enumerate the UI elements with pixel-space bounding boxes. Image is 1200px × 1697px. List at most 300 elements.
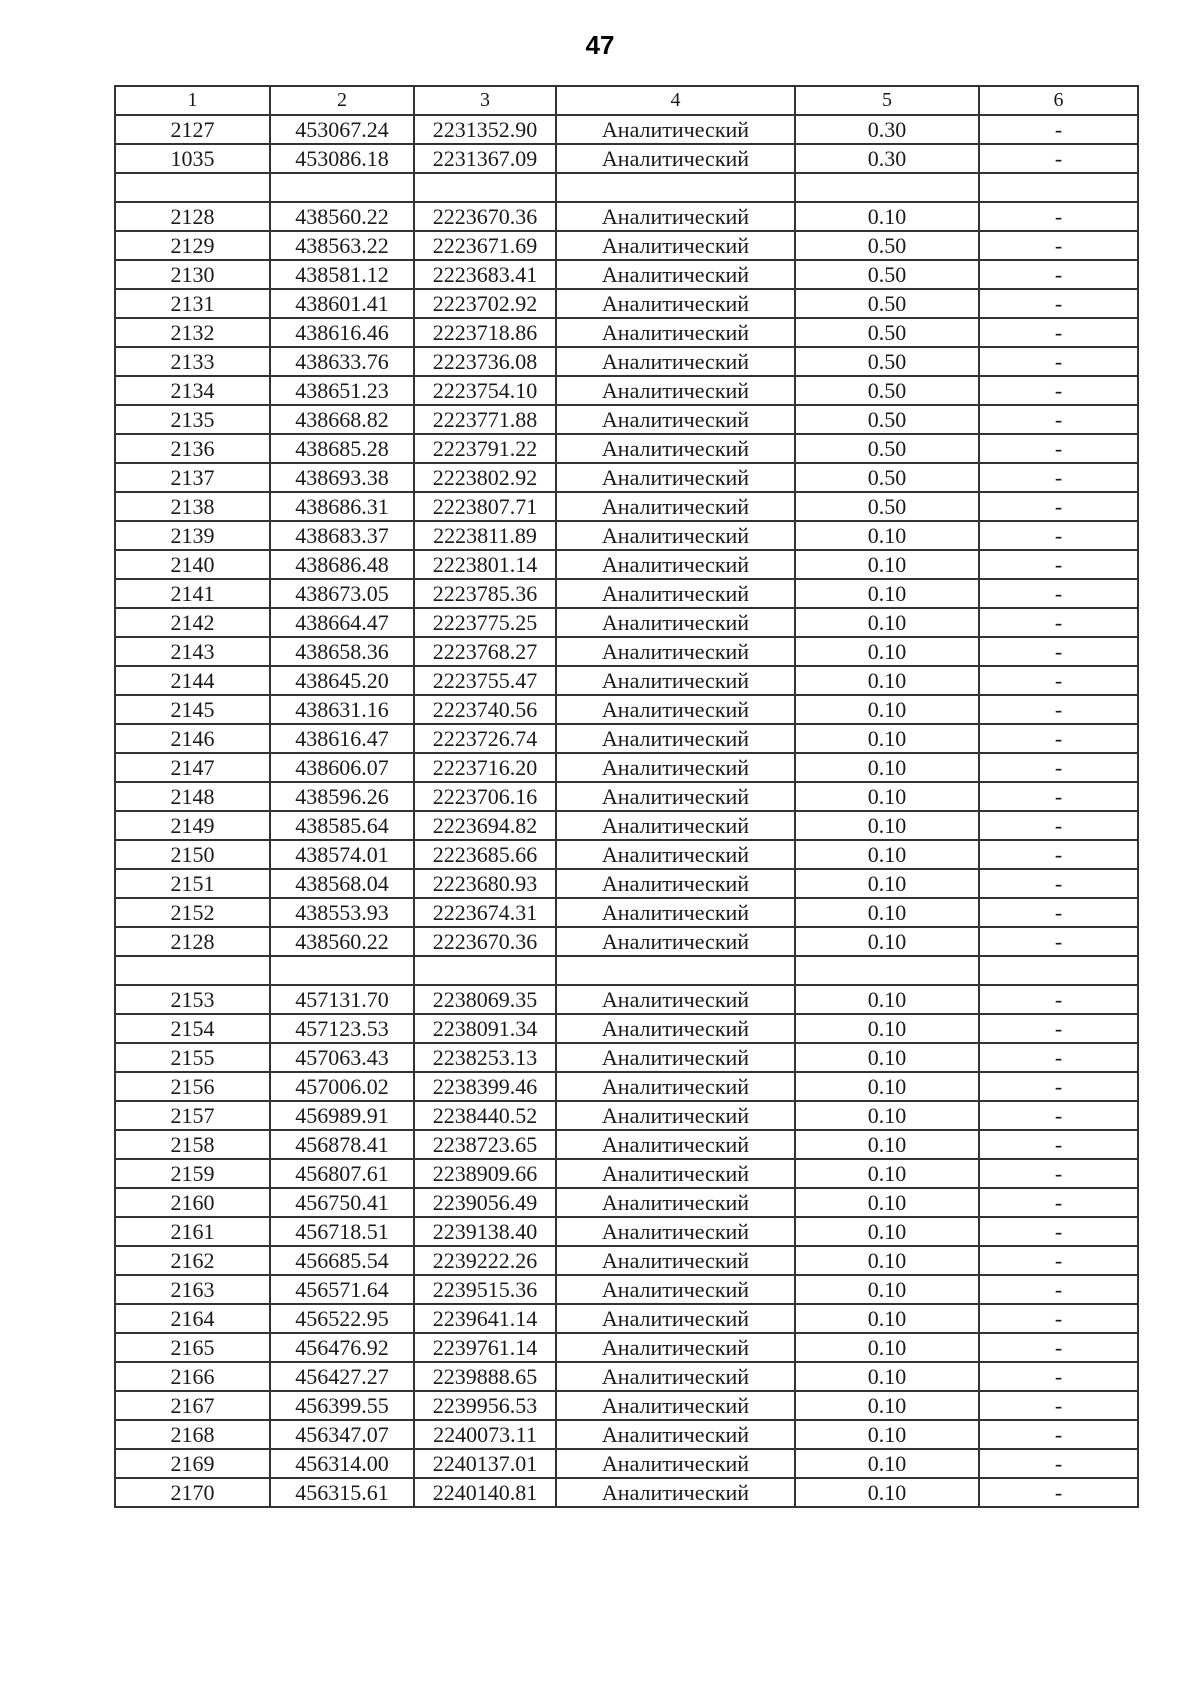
point-number-cell: 2166	[115, 1362, 270, 1391]
y-coordinate-cell: 2239515.36	[414, 1275, 556, 1304]
y-coordinate-cell: 2223716.20	[414, 753, 556, 782]
table-body	[115, 115, 1138, 1507]
note-cell: -	[979, 1188, 1138, 1217]
table-row	[115, 1391, 1138, 1420]
table-row	[115, 1072, 1138, 1101]
point-number-cell: 2135	[115, 405, 270, 434]
x-coordinate-cell: 438658.36	[270, 637, 414, 666]
point-number-cell: 2163	[115, 1275, 270, 1304]
table-row	[115, 1130, 1138, 1159]
y-coordinate-cell: 2223670.36	[414, 927, 556, 956]
x-coordinate-cell: 438560.22	[270, 927, 414, 956]
x-coordinate-cell: 438686.31	[270, 492, 414, 521]
accuracy-cell: 0.50	[795, 318, 979, 347]
method-cell: Аналитический	[556, 144, 795, 173]
y-coordinate-cell: 2239888.65	[414, 1362, 556, 1391]
point-number-cell: 2165	[115, 1333, 270, 1362]
note-cell: -	[979, 550, 1138, 579]
x-coordinate-cell: 438645.20	[270, 666, 414, 695]
y-coordinate-cell: 2223754.10	[414, 376, 556, 405]
table-row	[115, 492, 1138, 521]
note-cell: -	[979, 811, 1138, 840]
note-cell: -	[979, 1246, 1138, 1275]
table-row	[115, 434, 1138, 463]
x-coordinate-cell: 438685.28	[270, 434, 414, 463]
x-coordinate-cell: 438568.04	[270, 869, 414, 898]
point-number-cell: 2155	[115, 1043, 270, 1072]
note-cell: -	[979, 202, 1138, 231]
method-cell: Аналитический	[556, 637, 795, 666]
table-separator-row	[115, 956, 1138, 985]
point-number-cell: 2145	[115, 695, 270, 724]
y-coordinate-cell: 2239761.14	[414, 1333, 556, 1362]
method-cell: Аналитический	[556, 985, 795, 1014]
note-cell: -	[979, 1072, 1138, 1101]
y-coordinate-cell: 2231367.09	[414, 144, 556, 173]
method-cell: Аналитический	[556, 318, 795, 347]
note-cell: -	[979, 376, 1138, 405]
method-cell: Аналитический	[556, 202, 795, 231]
y-coordinate-cell: 2238909.66	[414, 1159, 556, 1188]
accuracy-cell: 0.10	[795, 1043, 979, 1072]
table-row	[115, 1217, 1138, 1246]
y-coordinate-cell: 2223740.56	[414, 695, 556, 724]
column-header-3: 3	[414, 86, 556, 115]
method-cell: Аналитический	[556, 1101, 795, 1130]
note-cell: -	[979, 1043, 1138, 1072]
column-header-4: 4	[556, 86, 795, 115]
accuracy-cell: 0.50	[795, 347, 979, 376]
table-row	[115, 1333, 1138, 1362]
point-number-cell: 2156	[115, 1072, 270, 1101]
x-coordinate-cell: 438686.48	[270, 550, 414, 579]
note-cell: -	[979, 724, 1138, 753]
accuracy-cell	[795, 956, 979, 985]
y-coordinate-cell: 2223811.89	[414, 521, 556, 550]
table-row	[115, 840, 1138, 869]
point-number-cell: 2128	[115, 202, 270, 231]
point-number-cell: 2162	[115, 1246, 270, 1275]
point-number-cell: 2140	[115, 550, 270, 579]
accuracy-cell: 0.10	[795, 840, 979, 869]
table-row	[115, 318, 1138, 347]
point-number-cell: 2144	[115, 666, 270, 695]
method-cell: Аналитический	[556, 1304, 795, 1333]
table-header	[115, 86, 1138, 115]
point-number-cell: 2146	[115, 724, 270, 753]
x-coordinate-cell: 456314.00	[270, 1449, 414, 1478]
note-cell: -	[979, 579, 1138, 608]
accuracy-cell: 0.10	[795, 1101, 979, 1130]
method-cell: Аналитический	[556, 1159, 795, 1188]
method-cell: Аналитический	[556, 376, 795, 405]
note-cell: -	[979, 289, 1138, 318]
accuracy-cell: 0.10	[795, 579, 979, 608]
method-cell: Аналитический	[556, 840, 795, 869]
x-coordinate-cell: 457123.53	[270, 1014, 414, 1043]
note-cell: -	[979, 898, 1138, 927]
point-number-cell: 2151	[115, 869, 270, 898]
x-coordinate-cell: 438596.26	[270, 782, 414, 811]
accuracy-cell: 0.30	[795, 115, 979, 144]
point-number-cell: 2170	[115, 1478, 270, 1507]
table-row	[115, 579, 1138, 608]
x-coordinate-cell: 438631.16	[270, 695, 414, 724]
method-cell: Аналитический	[556, 492, 795, 521]
accuracy-cell: 0.50	[795, 434, 979, 463]
method-cell: Аналитический	[556, 1449, 795, 1478]
method-cell: Аналитический	[556, 289, 795, 318]
point-number-cell: 2136	[115, 434, 270, 463]
accuracy-cell: 0.50	[795, 405, 979, 434]
x-coordinate-cell: 438616.47	[270, 724, 414, 753]
method-cell: Аналитический	[556, 782, 795, 811]
point-number-cell: 2153	[115, 985, 270, 1014]
y-coordinate-cell: 2223726.74	[414, 724, 556, 753]
method-cell: Аналитический	[556, 1362, 795, 1391]
x-coordinate-cell: 438673.05	[270, 579, 414, 608]
table-row	[115, 608, 1138, 637]
note-cell: -	[979, 1478, 1138, 1507]
x-coordinate-cell: 456807.61	[270, 1159, 414, 1188]
note-cell: -	[979, 521, 1138, 550]
table-row	[115, 405, 1138, 434]
table-row	[115, 463, 1138, 492]
point-number-cell	[115, 956, 270, 985]
accuracy-cell: 0.10	[795, 1391, 979, 1420]
table-row	[115, 753, 1138, 782]
column-header-5: 5	[795, 86, 979, 115]
method-cell: Аналитический	[556, 579, 795, 608]
y-coordinate-cell	[414, 173, 556, 202]
column-header-1: 1	[115, 86, 270, 115]
x-coordinate-cell: 457006.02	[270, 1072, 414, 1101]
x-coordinate-cell: 456476.92	[270, 1333, 414, 1362]
x-coordinate-cell: 456750.41	[270, 1188, 414, 1217]
accuracy-cell: 0.10	[795, 1275, 979, 1304]
table-row	[115, 1014, 1138, 1043]
x-coordinate-cell: 456685.54	[270, 1246, 414, 1275]
table-row	[115, 1449, 1138, 1478]
table-row	[115, 1362, 1138, 1391]
method-cell: Аналитический	[556, 463, 795, 492]
point-number-cell: 2128	[115, 927, 270, 956]
table-row	[115, 1420, 1138, 1449]
y-coordinate-cell: 2223801.14	[414, 550, 556, 579]
table-row	[115, 637, 1138, 666]
table-row	[115, 782, 1138, 811]
point-number-cell: 2132	[115, 318, 270, 347]
accuracy-cell: 0.50	[795, 463, 979, 492]
x-coordinate-cell: 438601.41	[270, 289, 414, 318]
table-row	[115, 376, 1138, 405]
x-coordinate-cell: 457131.70	[270, 985, 414, 1014]
y-coordinate-cell: 2223674.31	[414, 898, 556, 927]
method-cell: Аналитический	[556, 550, 795, 579]
note-cell: -	[979, 1362, 1138, 1391]
accuracy-cell: 0.50	[795, 376, 979, 405]
y-coordinate-cell: 2240140.81	[414, 1478, 556, 1507]
x-coordinate-cell: 438668.82	[270, 405, 414, 434]
note-cell: -	[979, 637, 1138, 666]
note-cell: -	[979, 318, 1138, 347]
table-row	[115, 260, 1138, 289]
x-coordinate-cell: 456989.91	[270, 1101, 414, 1130]
note-cell: -	[979, 231, 1138, 260]
accuracy-cell: 0.10	[795, 1246, 979, 1275]
table-row	[115, 1043, 1138, 1072]
point-number-cell: 1035	[115, 144, 270, 173]
y-coordinate-cell: 2223671.69	[414, 231, 556, 260]
point-number-cell: 2159	[115, 1159, 270, 1188]
note-cell: -	[979, 927, 1138, 956]
method-cell: Аналитический	[556, 115, 795, 144]
accuracy-cell: 0.10	[795, 1362, 979, 1391]
note-cell: -	[979, 144, 1138, 173]
note-cell: -	[979, 1217, 1138, 1246]
point-number-cell: 2130	[115, 260, 270, 289]
note-cell: -	[979, 115, 1138, 144]
accuracy-cell: 0.10	[795, 1478, 979, 1507]
note-cell: -	[979, 1014, 1138, 1043]
y-coordinate-cell: 2239222.26	[414, 1246, 556, 1275]
y-coordinate-cell: 2238091.34	[414, 1014, 556, 1043]
table-row	[115, 869, 1138, 898]
note-cell: -	[979, 405, 1138, 434]
y-coordinate-cell: 2223718.86	[414, 318, 556, 347]
accuracy-cell: 0.10	[795, 1420, 979, 1449]
table-row	[115, 666, 1138, 695]
x-coordinate-cell: 456347.07	[270, 1420, 414, 1449]
accuracy-cell: 0.10	[795, 1014, 979, 1043]
method-cell: Аналитический	[556, 695, 795, 724]
y-coordinate-cell: 2238253.13	[414, 1043, 556, 1072]
method-cell: Аналитический	[556, 666, 795, 695]
x-coordinate-cell: 456315.61	[270, 1478, 414, 1507]
table-row	[115, 1246, 1138, 1275]
y-coordinate-cell: 2223768.27	[414, 637, 556, 666]
note-cell: -	[979, 260, 1138, 289]
accuracy-cell: 0.10	[795, 1130, 979, 1159]
method-cell: Аналитический	[556, 405, 795, 434]
note-cell: -	[979, 1159, 1138, 1188]
note-cell: -	[979, 434, 1138, 463]
x-coordinate-cell: 456399.55	[270, 1391, 414, 1420]
note-cell: -	[979, 753, 1138, 782]
point-number-cell: 2129	[115, 231, 270, 260]
y-coordinate-cell: 2223702.92	[414, 289, 556, 318]
accuracy-cell: 0.10	[795, 202, 979, 231]
method-cell: Аналитический	[556, 1188, 795, 1217]
table-row	[115, 927, 1138, 956]
table-row	[115, 695, 1138, 724]
method-cell: Аналитический	[556, 811, 795, 840]
accuracy-cell: 0.10	[795, 1072, 979, 1101]
y-coordinate-cell: 2223736.08	[414, 347, 556, 376]
note-cell: -	[979, 463, 1138, 492]
method-cell: Аналитический	[556, 1130, 795, 1159]
table-row	[115, 550, 1138, 579]
point-number-cell: 2134	[115, 376, 270, 405]
method-cell: Аналитический	[556, 1072, 795, 1101]
x-coordinate-cell: 438606.07	[270, 753, 414, 782]
accuracy-cell: 0.10	[795, 985, 979, 1014]
point-number-cell: 2147	[115, 753, 270, 782]
accuracy-cell: 0.10	[795, 1304, 979, 1333]
note-cell: -	[979, 1130, 1138, 1159]
x-coordinate-cell: 438683.37	[270, 521, 414, 550]
accuracy-cell: 0.10	[795, 1449, 979, 1478]
accuracy-cell: 0.50	[795, 260, 979, 289]
x-coordinate-cell: 456878.41	[270, 1130, 414, 1159]
note-cell: -	[979, 347, 1138, 376]
x-coordinate-cell	[270, 956, 414, 985]
x-coordinate-cell: 456522.95	[270, 1304, 414, 1333]
table-row	[115, 347, 1138, 376]
method-cell: Аналитический	[556, 434, 795, 463]
accuracy-cell	[795, 173, 979, 202]
point-number-cell: 2152	[115, 898, 270, 927]
column-header-2: 2	[270, 86, 414, 115]
point-number-cell: 2141	[115, 579, 270, 608]
y-coordinate-cell: 2223791.22	[414, 434, 556, 463]
note-cell: -	[979, 666, 1138, 695]
table-separator-row	[115, 173, 1138, 202]
accuracy-cell: 0.50	[795, 289, 979, 318]
x-coordinate-cell: 438581.12	[270, 260, 414, 289]
note-cell: -	[979, 608, 1138, 637]
point-number-cell: 2158	[115, 1130, 270, 1159]
note-cell	[979, 956, 1138, 985]
y-coordinate-cell	[414, 956, 556, 985]
accuracy-cell: 0.30	[795, 144, 979, 173]
method-cell: Аналитический	[556, 1420, 795, 1449]
header-row	[115, 86, 1138, 115]
accuracy-cell: 0.10	[795, 782, 979, 811]
note-cell: -	[979, 1391, 1138, 1420]
note-cell	[979, 173, 1138, 202]
point-number-cell: 2139	[115, 521, 270, 550]
method-cell	[556, 173, 795, 202]
y-coordinate-cell: 2223785.36	[414, 579, 556, 608]
y-coordinate-cell: 2223775.25	[414, 608, 556, 637]
method-cell: Аналитический	[556, 347, 795, 376]
y-coordinate-cell: 2238440.52	[414, 1101, 556, 1130]
y-coordinate-cell: 2223755.47	[414, 666, 556, 695]
note-cell: -	[979, 1420, 1138, 1449]
y-coordinate-cell: 2238069.35	[414, 985, 556, 1014]
method-cell: Аналитический	[556, 1014, 795, 1043]
accuracy-cell: 0.10	[795, 811, 979, 840]
point-number-cell: 2168	[115, 1420, 270, 1449]
point-number-cell: 2133	[115, 347, 270, 376]
table-row	[115, 898, 1138, 927]
note-cell: -	[979, 869, 1138, 898]
y-coordinate-cell: 2239056.49	[414, 1188, 556, 1217]
y-coordinate-cell: 2238399.46	[414, 1072, 556, 1101]
table-row	[115, 115, 1138, 144]
accuracy-cell: 0.50	[795, 231, 979, 260]
method-cell: Аналитический	[556, 608, 795, 637]
x-coordinate-cell: 438693.38	[270, 463, 414, 492]
table-row	[115, 724, 1138, 753]
x-coordinate-cell: 453067.24	[270, 115, 414, 144]
table-row	[115, 1159, 1138, 1188]
y-coordinate-cell: 2231352.90	[414, 115, 556, 144]
column-header-6: 6	[979, 86, 1138, 115]
y-coordinate-cell: 2223683.41	[414, 260, 556, 289]
table-row	[115, 1101, 1138, 1130]
note-cell: -	[979, 1304, 1138, 1333]
table-row	[115, 202, 1138, 231]
point-number-cell: 2167	[115, 1391, 270, 1420]
y-coordinate-cell: 2223670.36	[414, 202, 556, 231]
x-coordinate-cell: 438563.22	[270, 231, 414, 260]
x-coordinate-cell: 457063.43	[270, 1043, 414, 1072]
method-cell: Аналитический	[556, 1478, 795, 1507]
method-cell: Аналитический	[556, 1246, 795, 1275]
method-cell: Аналитический	[556, 898, 795, 927]
method-cell: Аналитический	[556, 1275, 795, 1304]
method-cell: Аналитический	[556, 1333, 795, 1362]
point-number-cell: 2160	[115, 1188, 270, 1217]
accuracy-cell: 0.10	[795, 521, 979, 550]
note-cell: -	[979, 1275, 1138, 1304]
method-cell: Аналитический	[556, 927, 795, 956]
y-coordinate-cell: 2223771.88	[414, 405, 556, 434]
accuracy-cell: 0.50	[795, 492, 979, 521]
x-coordinate-cell: 456427.27	[270, 1362, 414, 1391]
point-number-cell: 2164	[115, 1304, 270, 1333]
table-row	[115, 985, 1138, 1014]
table-row	[115, 521, 1138, 550]
method-cell: Аналитический	[556, 231, 795, 260]
table-row	[115, 811, 1138, 840]
note-cell: -	[979, 840, 1138, 869]
accuracy-cell: 0.10	[795, 1159, 979, 1188]
x-coordinate-cell: 438585.64	[270, 811, 414, 840]
point-number-cell: 2154	[115, 1014, 270, 1043]
accuracy-cell: 0.10	[795, 637, 979, 666]
point-number-cell: 2157	[115, 1101, 270, 1130]
x-coordinate-cell: 438560.22	[270, 202, 414, 231]
page-number: 47	[585, 30, 615, 60]
point-number-cell: 2169	[115, 1449, 270, 1478]
method-cell: Аналитический	[556, 1043, 795, 1072]
y-coordinate-cell: 2223706.16	[414, 782, 556, 811]
accuracy-cell: 0.10	[795, 695, 979, 724]
table-row	[115, 1304, 1138, 1333]
point-number-cell: 2148	[115, 782, 270, 811]
point-number-cell: 2143	[115, 637, 270, 666]
note-cell: -	[979, 1449, 1138, 1478]
y-coordinate-cell: 2240137.01	[414, 1449, 556, 1478]
y-coordinate-cell: 2240073.11	[414, 1420, 556, 1449]
x-coordinate-cell: 453086.18	[270, 144, 414, 173]
y-coordinate-cell: 2223694.82	[414, 811, 556, 840]
x-coordinate-cell: 456718.51	[270, 1217, 414, 1246]
accuracy-cell: 0.10	[795, 724, 979, 753]
accuracy-cell: 0.10	[795, 666, 979, 695]
accuracy-cell: 0.10	[795, 1188, 979, 1217]
note-cell: -	[979, 985, 1138, 1014]
point-number-cell: 2142	[115, 608, 270, 637]
x-coordinate-cell: 456571.64	[270, 1275, 414, 1304]
y-coordinate-cell: 2239956.53	[414, 1391, 556, 1420]
point-number-cell: 2138	[115, 492, 270, 521]
x-coordinate-cell: 438651.23	[270, 376, 414, 405]
method-cell	[556, 956, 795, 985]
